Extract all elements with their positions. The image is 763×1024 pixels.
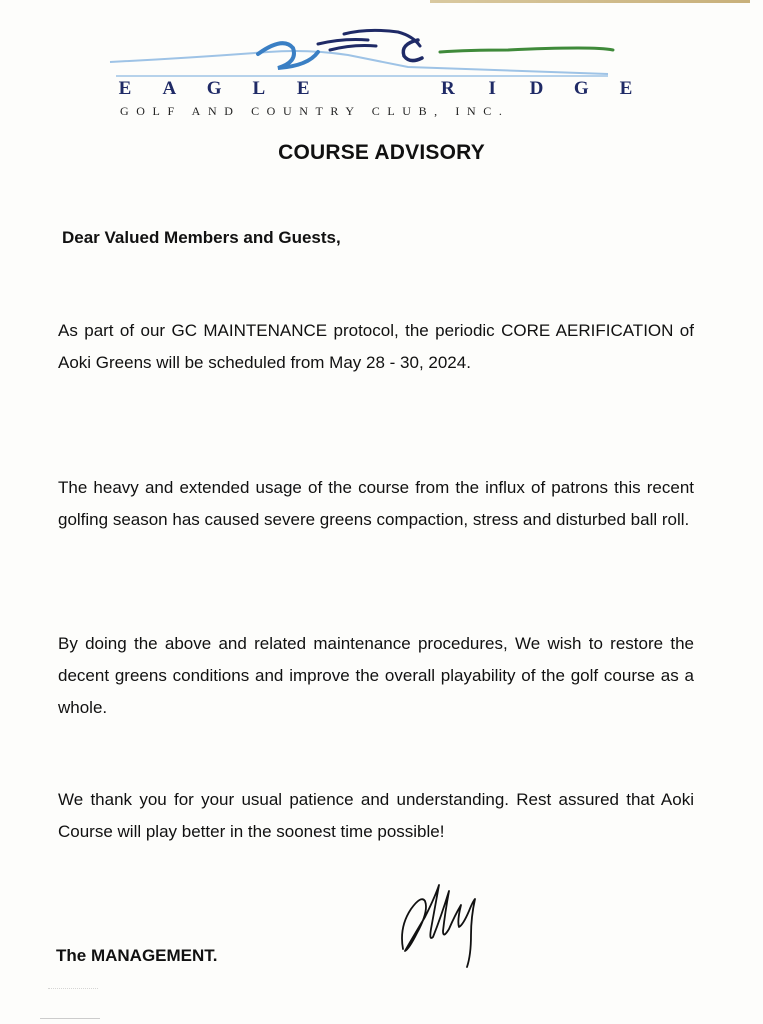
salutation: Dear Valued Members and Guests, — [62, 228, 341, 247]
club-name-spacer — [341, 78, 411, 100]
club-name-letter: G — [573, 78, 589, 99]
club-name — [118, 78, 633, 100]
paragraph-goal: By doing the above and related maintenance procedures, We wish to restore the decent greens conditions and improve the overall playability of the golf course as a whole. — [58, 634, 694, 717]
club-name-letter: E — [619, 78, 633, 99]
signoff: The MANAGEMENT. — [56, 946, 218, 965]
club-subtitle: GOLF AND COUNTRY CLUB, INC. — [120, 104, 510, 118]
club-name-letter: A — [162, 78, 177, 99]
paper-edge-mark — [430, 0, 750, 3]
handwritten-signature-icon — [395, 877, 495, 972]
paragraph-schedule: As part of our GC MAINTENANCE protocol, the periodic CORE AERIFICATION of Aoki Greens will be scheduled from May 28 - 30, 2024. — [58, 321, 694, 372]
eagle-ridge-logo-icon — [108, 22, 668, 84]
document-title: COURSE ADVISORY — [278, 141, 485, 164]
paragraph-reason: The heavy and extended usage of the course from the influx of patrons this recent golfing season has caused severe greens compaction, stress and disturbed ball roll. — [58, 478, 694, 529]
club-name-letter: G — [206, 78, 222, 99]
club-name-letter: D — [529, 78, 544, 99]
club-name-letter: L — [252, 78, 266, 99]
club-name-letter: R — [440, 78, 455, 99]
club-name-letter: E — [118, 78, 132, 99]
club-name-letter: E — [296, 78, 310, 99]
paper-smudge — [48, 988, 98, 999]
club-name-letter: I — [488, 78, 496, 99]
paragraph-thanks: We thank you for your usual patience and understanding. Rest assured that Aoki Course will play better in the soonest time possible! — [58, 790, 694, 841]
paper-edge-mark — [40, 1018, 100, 1019]
